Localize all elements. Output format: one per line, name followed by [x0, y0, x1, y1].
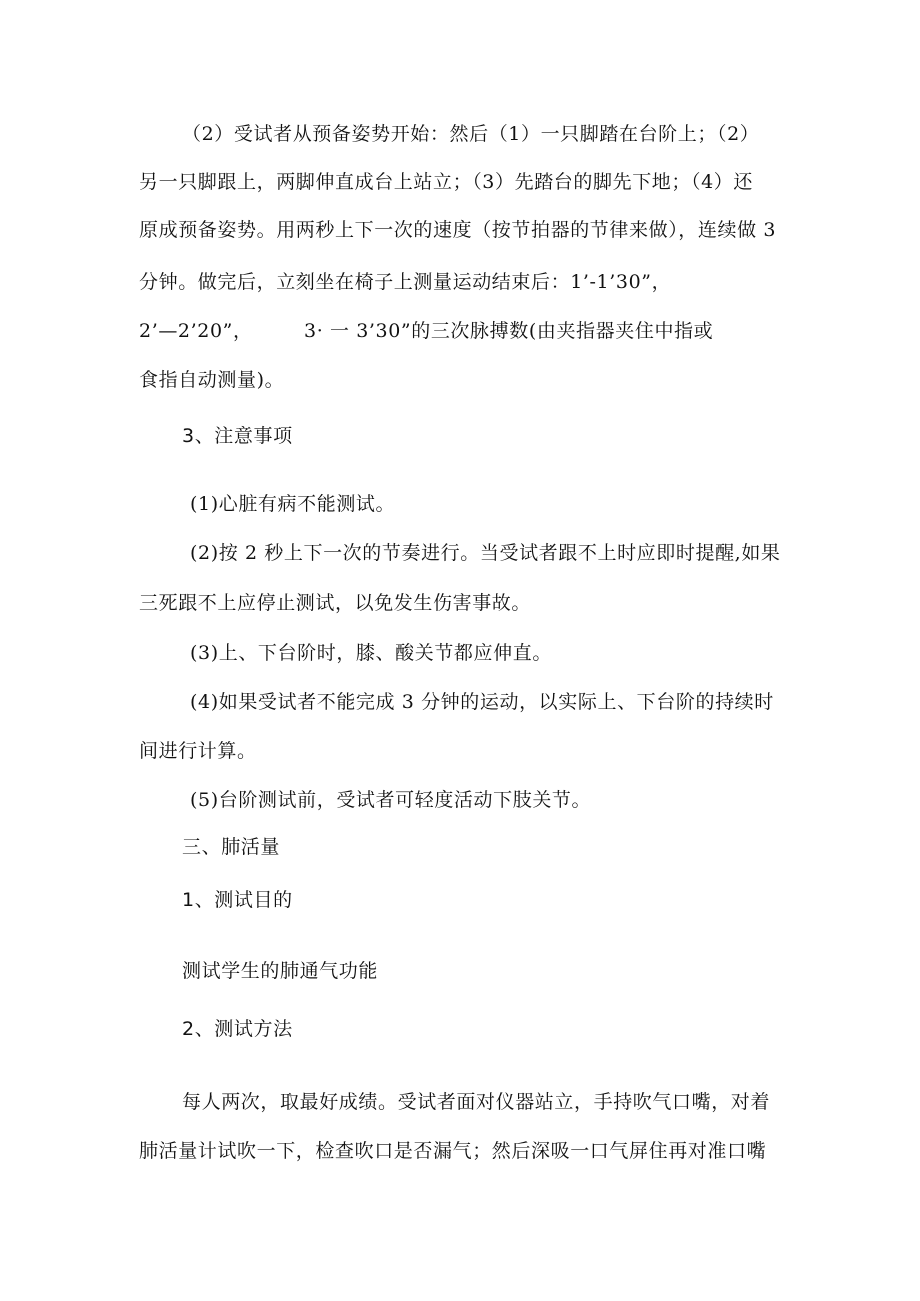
paragraph-line: 每人两次，取最好成绩。受试者面对仪器站立，手持吹气口嘴，对着	[182, 1091, 771, 1113]
section-title: 三、肺活量	[182, 836, 281, 858]
purpose-heading: 1、测试目的	[182, 889, 293, 911]
paragraph-line: 另一只脚跟上，两脚伸直成台上站立；（3）先踏台的脚先下地；（4）还	[139, 171, 753, 193]
notes-heading: 3、注意事项	[182, 425, 293, 447]
list-item: (4)如果受试者不能完成 3 分钟的运动，以实际上、下台阶的持续时	[190, 691, 774, 713]
method-heading: 2、测试方法	[182, 1018, 293, 1040]
list-item: (3)上、下台阶时，膝、酸关节都应伸直。	[190, 642, 552, 664]
paragraph-line: （2）受试者从预备姿势开始：然后（1）一只脚踏在台阶上；（2）	[182, 123, 760, 145]
paragraph-line: 食指自动测量)。	[139, 369, 285, 391]
list-item: (2)按 2 秒上下一次的节奏进行。当受试者跟不上时应即时提醒,如果	[190, 542, 781, 564]
list-item: (5)台阶测试前，受试者可轻度活动下肢关节。	[190, 789, 592, 811]
list-item: (1)心脏有病不能测试。	[190, 493, 396, 515]
paragraph-line: 3· 一 3’30”的三次脉搏数(由夹指器夹住中指或	[304, 320, 714, 342]
paragraph-line: 原成预备姿势。用两秒上下一次的速度（按节拍器的节律来做），连续做 3	[139, 219, 777, 241]
paragraph-line: 肺活量计试吹一下，检查吹口是否漏气；然后深吸一口气屏住再对准口嘴	[139, 1140, 767, 1162]
purpose-text: 测试学生的肺通气功能	[182, 960, 379, 982]
paragraph-line: 2’—2’20”，	[139, 320, 253, 342]
list-item: 间进行计算。	[139, 740, 257, 762]
paragraph-line: 分钟。做完后，立刻坐在椅子上测量运动结束后：1’-1’30”，	[139, 271, 672, 293]
list-item: 三死跟不上应停止测试，以免发生伤害事故。	[139, 592, 532, 614]
